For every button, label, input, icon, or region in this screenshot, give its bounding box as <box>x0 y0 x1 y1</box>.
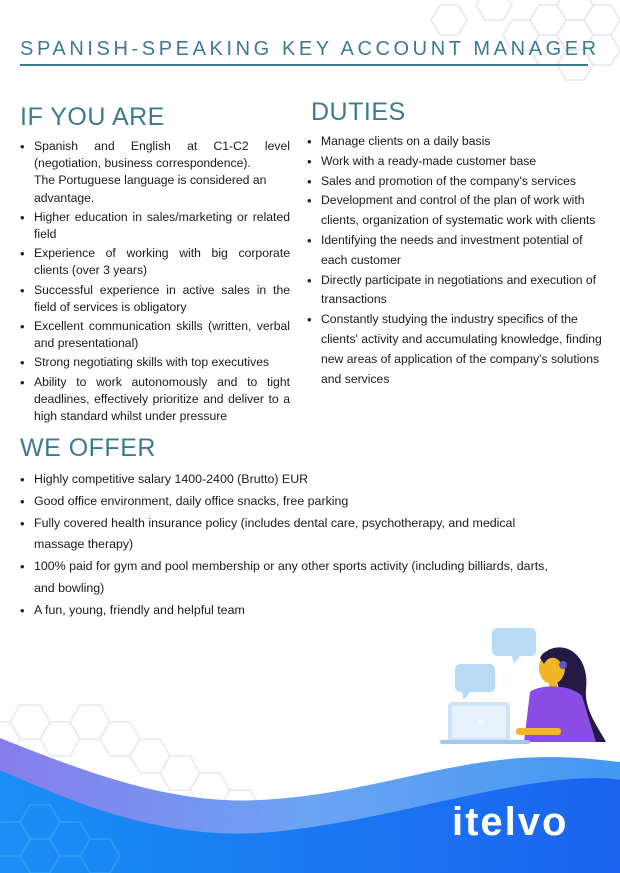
list-item: • Excellent communication skills (written, verbal and presentational) <box>20 318 290 352</box>
duties-heading: DUTIES <box>311 98 406 126</box>
benefits-list <box>20 469 565 622</box>
itelvo-logo: itelvo <box>452 800 569 844</box>
list-item: • Constantly studying the industry specifics of the clients' activity and accumulating knowledge, finding new areas of application of the company's solutions and services <box>307 310 602 389</box>
requirements-list <box>20 138 290 427</box>
list-item: • Ability to work autonomously and to tight deadlines, effectively prioritize and deliver to a high standard whilst under pressure <box>20 374 290 426</box>
list-item: • Spanish and English at C1-C2 level (negotiation, business correspondence). The Portuguese language is considered an advantage. <box>20 138 290 207</box>
list-item: • Directly participate in negotiations and execution of transactions <box>307 271 602 311</box>
list-item: • Work with a ready-made customer base <box>307 152 602 172</box>
list-item: • Fully covered health insurance policy (includes dental care, psychotherapy, and medical massage therapy) <box>20 513 565 557</box>
list-item: • Highly competitive salary 1400-2400 (Brutto) EUR <box>20 469 565 491</box>
list-item: • Manage clients on a daily basis <box>307 132 602 152</box>
list-item: • Sales and promotion of the company's services <box>307 172 602 192</box>
list-item: • Good office environment, daily office snacks, free parking <box>20 491 565 513</box>
page-title: SPANISH-SPEAKING KEY ACCOUNT MANAGER <box>20 38 600 60</box>
list-item: • Successful experience in active sales in the field of services is obligatory <box>20 282 290 316</box>
list-item: • Development and control of the plan of work with clients, organization of systematic work with clients <box>307 191 602 231</box>
chat-bubble-icon <box>455 628 536 700</box>
list-item: • Higher education in sales/marketing or related field <box>20 209 290 243</box>
list-item: • A fun, young, friendly and helpful team <box>20 600 565 622</box>
we-offer-heading: WE OFFER <box>20 434 156 462</box>
list-item: • 100% paid for gym and pool membership or any other sports activity (including billiards, darts, and bowling) <box>20 556 565 600</box>
list-item: • Strong negotiating skills with top executives <box>20 354 290 371</box>
title-underline <box>20 64 588 66</box>
list-item: • Identifying the needs and investment potential of each customer <box>307 231 602 271</box>
if-you-are-heading: IF YOU ARE <box>20 103 165 131</box>
list-item: • Experience of working with big corporate clients (over 3 years) <box>20 245 290 279</box>
duties-list <box>307 132 602 389</box>
